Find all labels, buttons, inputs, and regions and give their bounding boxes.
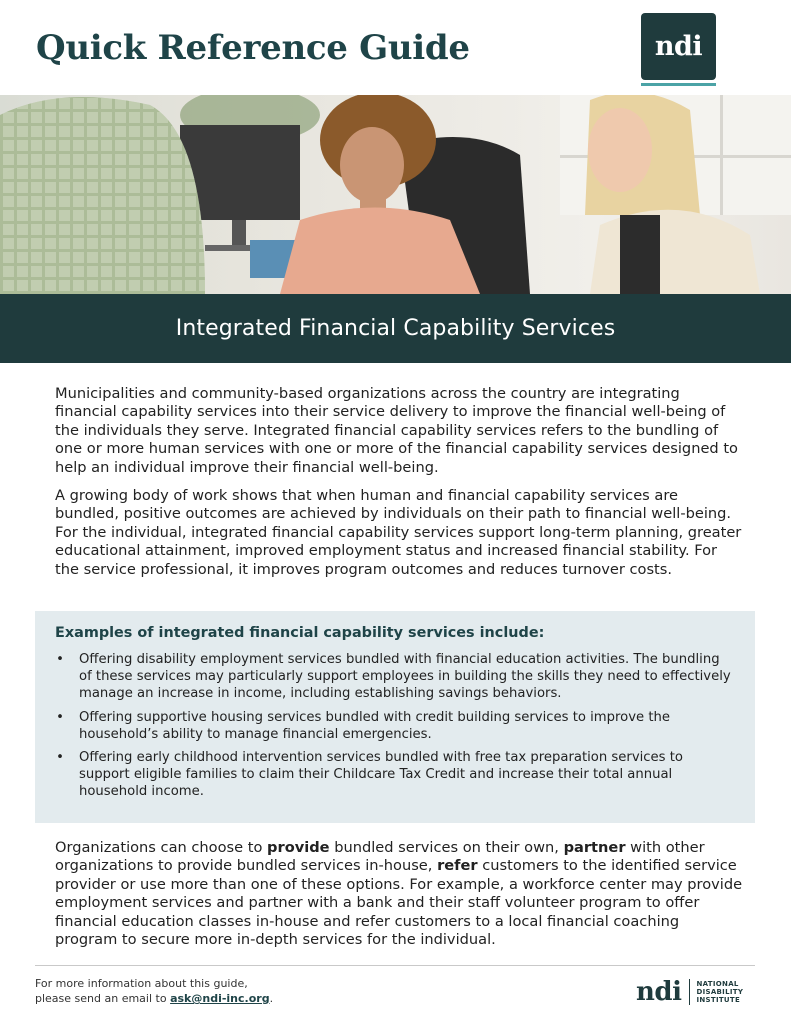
logo-name-line: DISABILITY xyxy=(696,988,744,996)
header-photo xyxy=(0,95,791,294)
logo-text: ndi xyxy=(654,31,703,62)
list-item xyxy=(55,651,735,703)
closing-text: with other organizations to provide bundled services in-house, xyxy=(55,839,705,875)
closing-text: bundled services on their own, xyxy=(329,839,564,856)
closing-text: Organizations can choose to xyxy=(55,839,268,856)
footer-line-2 xyxy=(35,991,273,1006)
examples-heading: Examples of integrated financial capability services include: xyxy=(55,625,545,641)
banner-title: Integrated Financial Capability Services xyxy=(175,316,616,341)
list-item-text: Offering disability employment services bundled with financial education activities. The bundling of these services may particularly support employees in building the skills they need to effectively manage an increase in income, including establishing savings behaviors. xyxy=(79,652,731,702)
email-link[interactable]: ask@ndi-inc.org xyxy=(170,992,270,1005)
closing-paragraph xyxy=(55,839,745,949)
footer-logo xyxy=(636,976,743,1008)
closing-bold-provide: provide xyxy=(267,839,330,856)
intro-paragraph-2: A growing body of work shows that when human and financial capability services are bundled, positive outcomes are achieved by individuals on their path to financial well-being. For the individual, integrated financial capability services support long-term planning, greater educational attainment, improved employment status and increased financial stability. For the service professional, it improves program outcomes and reduces turnover costs. xyxy=(55,487,742,578)
footer-logo-name xyxy=(696,980,743,1004)
intro-paragraph-1: Municipalities and community-based organizations across the country are integrating financial capability services into their service delivery to improve the financial well-being of the individuals they serve. Integrated financial capability services refers to the bundling of one or more human services with one or more of the financial capability services designed to help an individual improve their financial well-being. xyxy=(55,385,738,476)
footer-logo-separator xyxy=(689,979,690,1005)
bullet: • xyxy=(56,652,64,667)
bullet: • xyxy=(56,709,64,725)
ndi-logo xyxy=(641,13,716,80)
guide-title: Quick Reference Guide xyxy=(36,28,470,68)
logo-name-line: NATIONAL xyxy=(696,980,739,988)
closing-bold-refer: refer xyxy=(437,857,478,875)
footer-logo-mark: ndi xyxy=(636,977,682,1007)
examples-list xyxy=(55,651,735,801)
list-item-text: Offering early childhood intervention services bundled with free tax preparation services to support eligible families to claim their Childcare Tax Credit and increase their total annual household income. xyxy=(79,750,683,800)
section-banner xyxy=(0,294,791,363)
footer-line-1: For more information about this guide, xyxy=(35,977,248,990)
logo-name-line: INSTITUTE xyxy=(696,996,741,1004)
closing-text: customers to the identified service provider or use more than one of these options. For example, a workforce center may provide employment services and partner with a bank and their staff volunteer program to offer financial education classes in-house and refer customers to a local financial coaching program to secure more in-depth services for the individual. xyxy=(55,857,743,949)
list-item-text: Offering supportive housing services bundled with credit building services to improve the household’s ability to manage financial emergencies. xyxy=(79,709,670,742)
footer-contact xyxy=(35,976,273,1006)
footer-line-2-suffix: . xyxy=(269,992,274,1005)
office-meeting-illustration xyxy=(0,95,791,294)
bullet: • xyxy=(56,750,64,766)
footer-line-2-prefix: please send an email to xyxy=(35,992,171,1005)
logo-underline xyxy=(641,83,716,86)
examples-callout xyxy=(35,611,755,823)
list-item xyxy=(55,749,735,801)
closing-bold-partner: partner xyxy=(563,839,626,856)
footer-divider xyxy=(35,965,755,966)
list-item xyxy=(55,709,735,743)
